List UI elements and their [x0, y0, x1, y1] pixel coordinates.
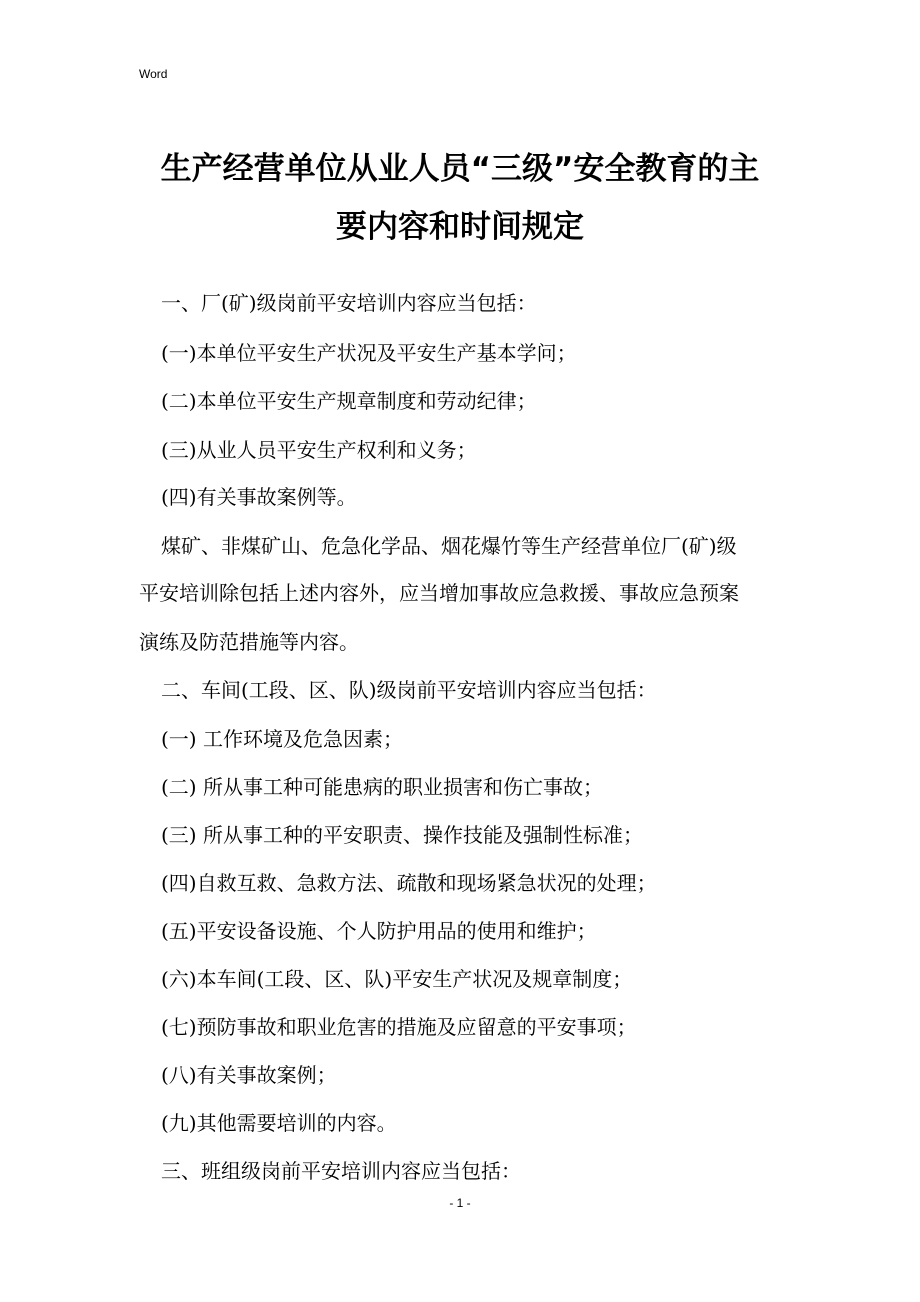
section-1-item-1: (一)本单位平安生产状况及平安生产基本学问；	[161, 341, 577, 365]
section-2-item-7: (七)预防事故和职业危害的措施及应留意的平安事项；	[161, 1015, 637, 1039]
section-1-item-4: (四)有关事故案例等。	[161, 485, 357, 509]
document-title-line-2: 要内容和时间规定	[336, 209, 584, 245]
header-label: Word	[139, 67, 168, 81]
document-title	[139, 140, 781, 256]
section-1-note-line-1: 煤矿、非煤矿山、危急化学品、烟花爆竹等生产经营单位厂(矿)级	[161, 534, 737, 558]
section-1-item-2: (二)本单位平安生产规章制度和劳动纪律；	[161, 389, 537, 413]
section-2-item-1: (一) 工作环境及危急因素；	[161, 727, 403, 751]
page-number: - 1 -	[449, 1196, 471, 1210]
section-1-note-line-2: 平安培训除包括上述内容外，应当增加事故应急救援、事故应急预案	[139, 581, 739, 605]
document-title-line-1: 生产经营单位从业人员“三级”安全教育的主	[160, 151, 760, 187]
section-2-item-2: (二) 所从事工种可能患病的职业损害和伤亡事故；	[161, 775, 603, 799]
section-2-item-5: (五)平安设备设施、个人防护用品的使用和维护；	[161, 919, 597, 943]
section-1-note-line-3: 演练及防范措施等内容。	[139, 630, 359, 654]
section-2-item-3: (三) 所从事工种的平安职责、操作技能及强制性标准；	[161, 823, 643, 847]
section-2-heading: 二、车间(工段、区、队)级岗前平安培训内容应当包括：	[161, 678, 657, 702]
section-2-item-8: (八)有关事故案例；	[161, 1063, 337, 1087]
section-1-heading: 一、厂(矿)级岗前平安培训内容应当包括：	[161, 291, 537, 315]
section-1-item-3: (三)从业人员平安生产权利和义务；	[161, 438, 477, 462]
section-2-item-9: (九)其他需要培训的内容。	[161, 1111, 397, 1135]
section-3-heading: 三、班组级岗前平安培训内容应当包括：	[161, 1159, 521, 1183]
section-2-item-6: (六)本车间(工段、区、队)平安生产状况及规章制度；	[161, 967, 633, 991]
section-2-item-4: (四)自救互救、急救方法、疏散和现场紧急状况的处理；	[161, 871, 657, 895]
